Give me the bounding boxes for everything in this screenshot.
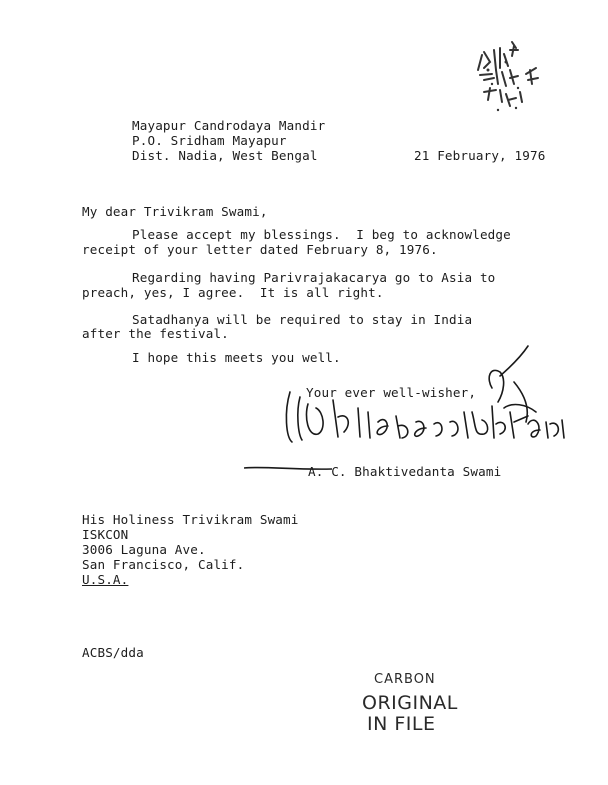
salutation: My dear Trivikram Swami, (82, 204, 268, 219)
stamp-carbon: CARBON (374, 672, 436, 687)
paragraph-1-line-2: receipt of your letter dated February 8, 1976. (82, 242, 438, 257)
letter-date: 21 February, 1976 (414, 148, 546, 163)
recipient-line-4: San Francisco, Calif. (82, 557, 245, 572)
paragraph-3-line-1: Satadhanya will be required to stay in India (132, 312, 473, 327)
closing: Your ever well-wisher, (306, 385, 477, 400)
paragraph-4-line-1: I hope this meets you well. (132, 350, 341, 365)
paragraph-3-line-2: after the festival. (82, 326, 229, 341)
paragraph-1-line-1: Please accept my blessings. I beg to acknowledge (132, 227, 511, 242)
recipient-line-5: U.S.A. (82, 572, 129, 587)
paragraph-2-line-1: Regarding having Parivrajakacarya go to Asia to (132, 270, 496, 285)
stamp-in-file: IN FILE (367, 713, 436, 735)
signer-name: A. C. Bhaktivedanta Swami (308, 464, 502, 479)
recipient-line-3: 3006 Laguna Ave. (82, 542, 206, 557)
paragraph-2-line-2: preach, yes, I agree. It is all right. (82, 285, 384, 300)
recipient-line-1: His Holiness Trivikram Swami (82, 512, 299, 527)
reference-initials: ACBS/dda (82, 645, 144, 660)
address-line-1: Mayapur Candrodaya Mandir (132, 118, 326, 133)
address-line-2: P.O. Sridham Mayapur (132, 133, 287, 148)
recipient-line-2: ISKCON (82, 527, 129, 542)
handwritten-signature (278, 342, 578, 457)
stamp-original: ORIGINAL (362, 692, 458, 714)
archive-mark (470, 40, 560, 115)
address-line-3: Dist. Nadia, West Bengal (132, 148, 318, 163)
